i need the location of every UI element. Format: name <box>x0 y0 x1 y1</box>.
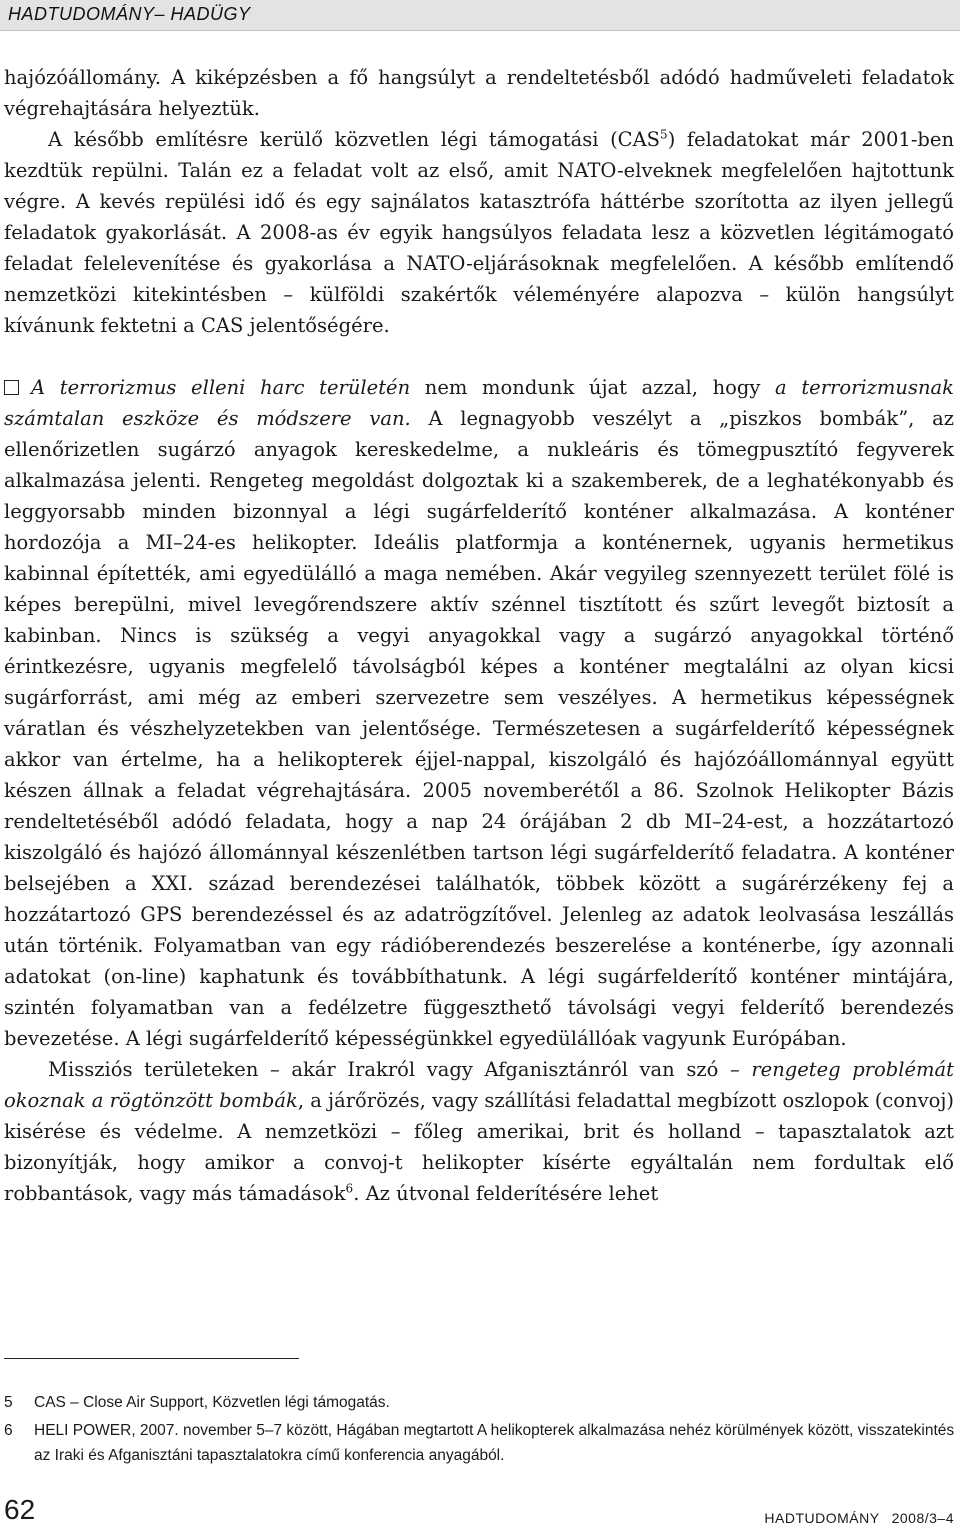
paragraph-2-emphasis-1: A terrorizmus elleni harc területén <box>31 376 411 399</box>
paragraph-1b <box>4 124 954 341</box>
footnote-5 <box>4 1390 958 1415</box>
footnote-number: 6 <box>4 1422 13 1439</box>
paragraph-gap <box>4 341 954 372</box>
footnote-ref-6: 6 <box>345 1181 354 1196</box>
paragraph-1a: hajózóállomány. A kiképzésben a fő hangsúlyt a rendeltetésből adódó hadműveleti feladatok végrehajtására helyeztük. <box>4 66 954 120</box>
running-header <box>0 0 960 31</box>
footnote-6 <box>4 1418 958 1468</box>
footnote-divider <box>4 1358 299 1359</box>
paragraph-3-emphasis: rengeteg problémát okoznak a rögtönzött bombák <box>4 1058 954 1112</box>
journal-footer <box>764 1510 954 1526</box>
footnotes <box>4 1390 958 1471</box>
footnote-text: CAS – Close Air Support, Közvetlen légi támogatás. <box>34 1394 390 1411</box>
footnote-text: HELI POWER, 2007. november 5–7 között, Hágában megtartott A helikopterek alkalmazása nehéz körülmények között, visszatekintés az Iraki és Afganisztáni tapasztalatokra című konferencia anyagából. <box>34 1422 955 1464</box>
footnote-number: 5 <box>4 1394 13 1411</box>
paragraph-3-text-2: , a járőrözés, vagy szállítási feladattal megbízott oszlopok (convoj) kisérése és védelme. A nemzetközi – főleg amerikai, brit és holland – tapasztalatok azt bizonyítják, hogy amikor a convoj-t helikopter kísérte egyáltalán nem fordultak elő robbantások, vagy más támadások <box>4 1089 954 1205</box>
journal-issue: 2008/3–4 <box>891 1510 954 1526</box>
footnote-ref-5: 5 <box>660 127 668 142</box>
body-text <box>4 62 954 1209</box>
checkbox-bullet-icon <box>4 380 19 395</box>
paragraph-1b-rest: ) feladatokat már 2001-ben kezdtük repülni. Talán ez a feladat volt az első, amit NATO-elveknek megfelelően hajtottunk végre. A kevés repülési idő és egy sajnálatos katasztrófa háttérbe szorította az ilyen jellegű feladatok gyakorlását. A 2008-as év egyik hangsúlyos feladata lesz a közvetlen légitámogató feladat felelevenítése és gyakorlása a NATO-eljárásoknak megfelelően. A később említendő nemzetközi kitekintésben – külföldi szakértők véleményére alapozva – külön hangsúlyt kívánunk fektetni a CAS jelentőségére. <box>4 128 954 337</box>
header-title: HADTUDOMÁNY– HADÜGY <box>8 4 251 24</box>
paragraph-3-text-3: . Az útvonal felderítésére lehet <box>353 1182 659 1205</box>
paragraph-2 <box>4 372 954 1054</box>
paragraph-2-text-1: nem mondunk újat azzal, hogy <box>410 376 776 399</box>
paragraph-3-text-1: Missziós területeken – akár Irakról vagy Afganisztánról van szó – <box>48 1058 752 1081</box>
paragraph-3 <box>4 1054 954 1209</box>
paragraph-2-text-2: A legnagyobb veszélyt a „piszkos bombák”, az ellenőrizetlen sugárzó anyagok kereskedelme, a nukleáris és tömegpusztító fegyverek alkalmazása jelenti. Rengeteg megoldást dolgoztak ki a szakemberek, de a leghatékonyabb és leggyorsabb minden bizonnyal a légi sugárfelderítő konténer alkalmazása. A konténer hordozója a MI–24-es helikopter. Ideális platformja a konténernek, ugyanis hermetikus kabinnal építették, ami egyedülálló a maga nemében. Akár vegyileg szennyezett terület fölé is képes berepülni, mivel levegőrendszere aktív szénnel tisztított és szűrt levegőt biztosít a kabinban. Nincs is szükség a vegyi anyagokkal vagy a sugárzó anyagokkal történő érintkezésre, ugyanis megfelelő távolságból képes a konténer megtalálni az olyan kicsi sugárforrást, ami még az emberi szervezetre sem veszélyes. A hermetikus képességnek váratlan és vészhelyzetekben van jelentősége. Természetesen a sugárfelderítő képességnek akkor van értelme, ha a helikopterek éjjel-nappal, kiszolgáló és hajózóállománnyal együtt készen állnak a feladat végrehajtására. 2005 novemberétől a 86. Szolnok Helikopter Bázis rendeltetéséből adódó feladata, hogy a nap 24 órájában 2 db MI–24-est, a hozzátartozó kiszolgáló és hajózó állománnyal készenlétben tartson légi sugárfelderítő feladatra. A konténer belsejében a XXI. század berendezései találhatók, többek között a sugárérzékeny fej a hozzátartozó GPS berendezéssel és az adatrögzítővel. Jelenleg az adatok leolvasása leszállás után történik. Folyamatban van egy rádióberendezés beszerelése a konténerbe, így azonnali adatokat (on-line) kaphatunk és továbbíthatunk. A légi sugárfelderítő konténer mintájára, szintén folyamatban van a fedélzetre függeszthető távolsági vegyi felderítő berendezés bevezetése. A légi sugárfelderítő képességünkkel egyedülállóak vagyunk Európában. <box>4 407 954 1050</box>
paragraph-2-emphasis-2: a terrorizmusnak számtalan eszköze és módszere van. <box>4 376 954 430</box>
journal-name: HADTUDOMÁNY <box>764 1510 880 1526</box>
page-number: 62 <box>4 1494 36 1525</box>
paragraph-1b-start: A később említésre kerülő közvetlen légi támogatási (CAS <box>48 128 661 151</box>
